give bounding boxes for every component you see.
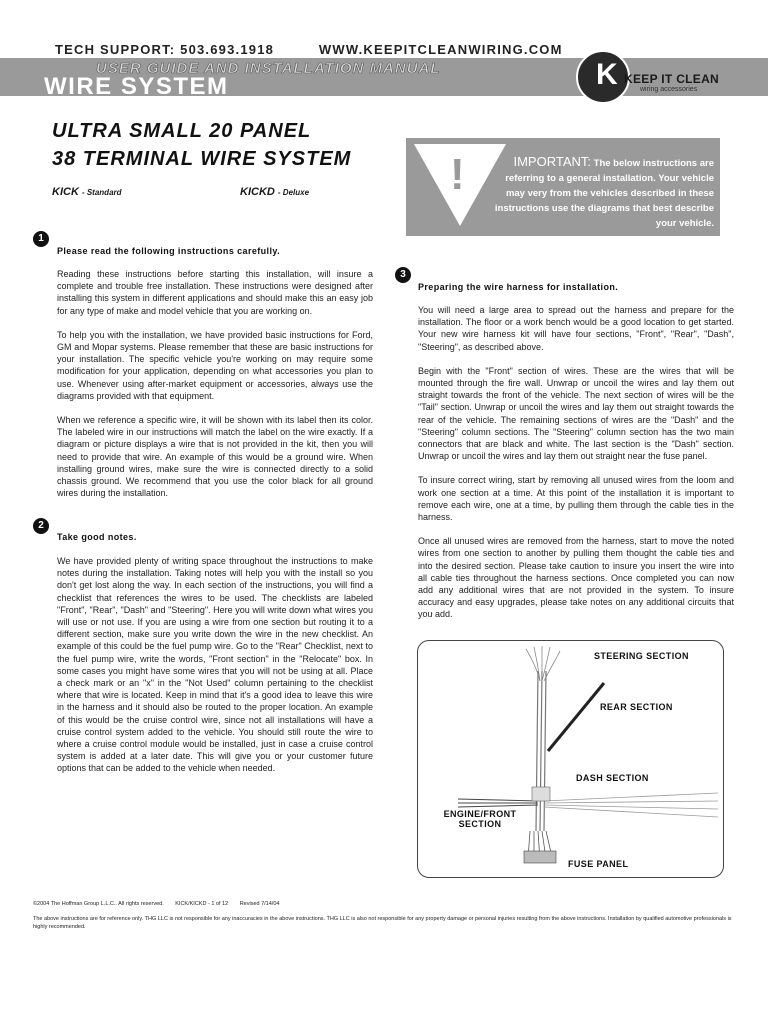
step-3-badge: 3 xyxy=(395,267,411,283)
step-3-body xyxy=(418,304,734,621)
step-1-paragraph-1: Reading these instructions before starting this installation, will insure a complete and trouble free installation. These instructions were designed after installing this system in different applications and should make this an easy job for any type of make and model vehicle that you are working on. xyxy=(57,269,373,316)
step-1-body xyxy=(57,268,373,499)
label-dash-section: DASH SECTION xyxy=(576,773,649,783)
model-deluxe xyxy=(240,186,309,198)
model-deluxe-code: KICKD xyxy=(240,186,275,198)
label-engine-front-line2: SECTION xyxy=(458,819,502,829)
logo-badge-icon: K xyxy=(576,50,630,104)
model-standard xyxy=(52,186,122,198)
label-steering-section: STEERING SECTION xyxy=(594,651,689,661)
product-title-line2: 38 TERMINAL WIRE SYSTEM xyxy=(52,148,352,170)
footer-revised: Revised 7/14/04 xyxy=(239,901,280,907)
harness-diagram xyxy=(417,640,724,878)
model-standard-label: - Standard xyxy=(81,188,122,197)
manual-subtitle: USER GUIDE AND INSTALLATION MANUAL xyxy=(96,60,441,77)
model-standard-code: KICK xyxy=(52,186,79,198)
footer-disclaimer: The above instructions are for reference only. THG LLC is not responsible for any inaccuracies in the above instructions. THG LLC is also not responsible for any property damage or personal injuries resulting from the above instructions. Installation by qualified automotive professionals is highly recommended. xyxy=(33,916,732,930)
step-1-paragraph-3: When we reference a specific wire, it will be shown with its label then its color. The labeled wire in our instructions will match the label on the wire exactly. If a diagram or picture displays a wire that is not provided in the kit, then you will need to provide that wire. An example of this would be a ground wire. When installing ground wires, make sure the wire is connected directly to a solid chassis ground. We recommend that you use the color black for all ground wires during the installation. xyxy=(57,415,373,499)
keep-it-clean-logo xyxy=(574,50,724,100)
model-deluxe-label: - Deluxe xyxy=(277,188,310,197)
website-link[interactable]: WWW.KEEPITCLEANWIRING.COM xyxy=(318,42,563,57)
footer-copyright: ©2004 The Hoffman Group L.L.C.. All rights reserved. xyxy=(33,901,164,907)
notice-text xyxy=(484,154,714,231)
logo-name: KEEP IT CLEAN xyxy=(624,72,720,86)
tech-support-phone: TECH SUPPORT: 503.693.1918 xyxy=(55,42,275,57)
notice-body: The below instructions are referring to a general installation. Your vehicle may very from the vehicles described in these instructions use the diagrams that best describe your vehicle. xyxy=(494,158,714,229)
step-3-paragraph-1: You will need a large area to spread out the harness and prepare for the installation. The floor or a work bench would be a good location to get started. Your new wire harness kit will have four sections, "Front", "Rear", "Dash", "Steering", as described above. xyxy=(418,305,734,352)
label-engine-front-line1: ENGINE/FRONT xyxy=(443,809,517,819)
manual-title: WIRE SYSTEM xyxy=(44,73,229,100)
step-1-badge: 1 xyxy=(33,231,49,247)
step-1-heading: Please read the following instructions carefully. xyxy=(57,246,280,256)
label-fuse-panel: FUSE PANEL xyxy=(568,859,629,869)
step-2-paragraph-1: We have provided plenty of writing space throughout the instructions to make notes during the installation. Taking notes will help you with the install so you don't get lost along the way. In each section of the instructions, you will find a checklist that references the wires to be used. The checklists are labeled "Front", "Rear", "Dash" and "Steering". Here you will write down what wires you will use or not use. If you are using a wire from one section but routing it to a different section, make sure you write down the wire in the new checklist. An example of this could be the fuel pump wire. Go to the "Rear" Checklist, next to the fuel pump wire, write the words, "Front section" in the "Relocate" box. In some cases you might have some wires that you will not be using at all. Place a check mark or an "x" in the "Not Used" column pertaining to the checklist where that wire is located. Keep in mind that it's a good idea to leave this wire in the harness and it should also be routed to the proper location. An example of this would be the cruise control wire, since not all installations will have a cruise control system added to the vehicle. You should still route the wire to where a cruise control module would be installed, just in case a cruise control system is added at a later date. This will give you or your customer future options that can be added to the vehicle when needed. xyxy=(57,556,373,774)
step-2-heading: Take good notes. xyxy=(57,532,137,542)
step-3-paragraph-3: To insure correct wiring, start by removing all unused wires from the loom and work one section at a time. At this point of the installation it is important to remove each wire, one at a time, by pulling them through the cable ties in the harness. xyxy=(418,475,734,523)
step-3-paragraph-2: Begin with the "Front" section of wires. These are the wires that will be mounted through the fire wall. Unwrap or uncoil the wires and lay them out straight towards the front of the vehicle. The next section of wires will be the "Tail" section. Unwrap or uncoil the wires and lay them out straight towards the rear of the vehicle. The remaining sections of wires are the "Dash" and the "Steering" column sections. The "Steering" column section has the two main connectors that are black and white. The last section is the "Dash" section. Unwrap or uncoil the wires and lay them out straight near the fuse panel. xyxy=(418,365,734,462)
step-2-body xyxy=(57,555,373,775)
logo-tagline: wiring accessories xyxy=(640,86,698,93)
harness-illustration xyxy=(418,641,723,877)
step-3-paragraph-4: Once all unused wires are removed from the harness, start to move the noted wires from one section to another by pulling them thought the cable ties and into the desired section. Please take caution to insure you insert the wire into all cable ties throughout the harness sections. Once completed you can now add any additional wires that are not provided in the system. To insure accuracy and easy upgrades, please take notes on any additional circuits that you add. xyxy=(418,536,734,620)
label-rear-section: REAR SECTION xyxy=(600,702,673,712)
important-notice xyxy=(406,138,720,236)
notice-lead: IMPORTANT: xyxy=(513,154,591,169)
header-contact xyxy=(55,42,603,57)
step-2-badge: 2 xyxy=(33,518,49,534)
label-engine-front-section xyxy=(432,809,528,829)
footer-meta xyxy=(33,900,733,908)
footer-page-ref: KICK/KICKD - 1 of 12 xyxy=(175,901,229,907)
step-3-heading: Preparing the wire harness for installation. xyxy=(418,282,619,292)
step-1-paragraph-2: To help you with the installation, we have provided basic instructions for Ford, GM and Mopar systems. Please remember that these are basic instructions for your installation. The specific vehicle you're working on may require some modification for your application, depending on what accessories you plan to use. Whenever using after-market equipment or accessories, always use the diagrams provided with that equipment. xyxy=(57,329,373,401)
exclamation-icon: ! xyxy=(450,150,465,199)
product-title-line1: ULTRA SMALL 20 PANEL xyxy=(52,120,312,142)
